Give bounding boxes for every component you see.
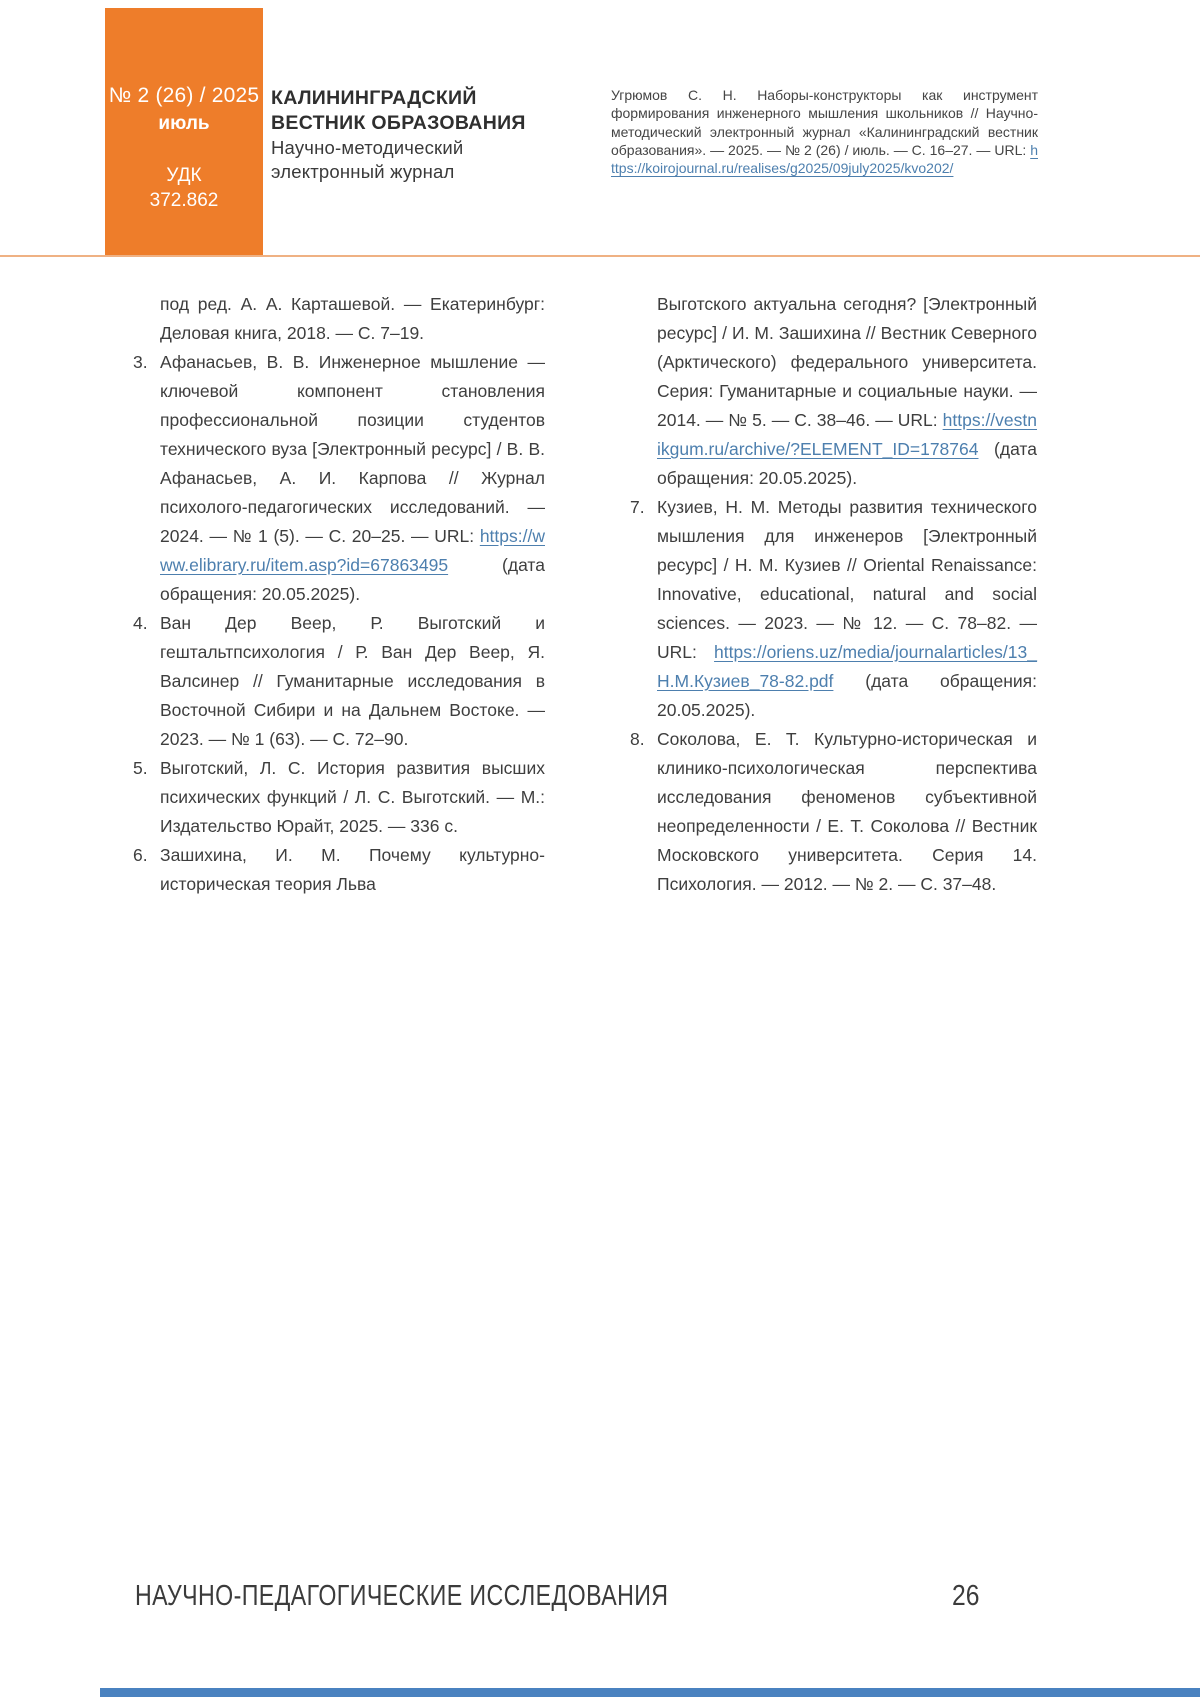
reference-item [630,725,1037,899]
section-title: НАУЧНО-ПЕДАГОГИЧЕСКИЕ ИССЛЕДОВАНИЯ [135,1580,669,1612]
reference-text: (дата обращения: 20.05.2025). [160,555,545,604]
reference-text: (дата обращения: 20.05.2025). [657,439,1037,488]
footer-bar [100,1688,1200,1697]
reference-number: 6. [133,845,148,865]
issue-badge [105,8,263,256]
udk-label: УДК [166,165,202,186]
reference-item [133,290,545,348]
reference-item [133,754,545,841]
journal-title-line2: ВЕСТНИК ОБРАЗОВАНИЯ [271,112,526,134]
reference-item [133,348,545,609]
references-right-column [630,290,1037,899]
reference-item [630,493,1037,725]
reference-number: 5. [133,758,148,778]
reference-text: (дата обращения: 20.05.2025). [657,671,1037,720]
reference-text: Соколова, Е. Т. Культурно-историческая и клинико-психологическая перспектива исследования феноменов субъективной неопределенности / Е. Т. Соколова // Вестник Московского университета. Серия 14. Психология. — 2012. — № 2. — С. 37–48. [657,729,1037,894]
journal-subtitle-line1: Научно-методический [271,137,464,158]
issue-number: № 2 (26) / 2025 [108,84,260,107]
reference-number: 3. [133,352,148,372]
reference-text: Афанасьев, В. В. Инженерное мышление — ключевой компонент становления профессиональной позиции студентов технического вуза [Электронный ресурс] / В. В. Афанасьев, А. И. Карпова // Журнал психолого-педагогических исследований. — 2024. — № 1 (5). — С. 20–25. — URL: [160,352,545,546]
reference-number: 8. [630,729,645,749]
reference-text: Выготского актуальна сегодня? [Электронный ресурс] / И. М. Зашихина // Вестник Северного (Арктического) федерального университета. Серия: Гуманитарные и социальные науки. — 2014. — № 5. — С. 38–46. — URL: [657,294,1037,430]
reference-number: 7. [630,497,645,517]
header-divider [0,255,1200,257]
reference-text: Угрюмов С. Н. Наборы-конструкторы как инструмент формирования инженерного мышления школьников // Научно-методический электронный журнал «Калининградский вестник образования». — 2025. — № 2 (26) / июль. — С. 16–27. — URL: [611,87,1038,158]
reference-item [630,290,1037,493]
reference-text: Кузиев, Н. М. Методы развития технического мышления для инженеров [Электронный ресурс] / Н. М. Кузиев // Oriental Renaissance: Innovative, educational, natural and social sciences. — 2023. — № 12. — С. 78–82. — URL: [657,497,1037,662]
journal-title-block [271,86,526,184]
reference-text: Выготский, Л. С. История развития высших психических функций / Л. С. Выготский. — М.: Издательство Юрайт, 2025. — 336 с. [160,758,545,836]
reference-item [133,841,545,899]
references-left-column [133,290,545,899]
reference-url-link[interactable]: https://vestnikgum.ru/archive/?ELEMENT_ID=178764 [657,410,1037,459]
reference-url-link[interactable]: https://www.elibrary.ru/item.asp?id=67863495 [160,526,545,575]
reference-text: Ван Дер Веер, Р. Выготский и гештальтпсихология / Р. Ван Дер Веер, Я. Валсинер // Гуманитарные исследования в Восточной Сибири и на Дальнем Востоке. — 2023. — № 1 (63). — С. 72–90. [160,613,545,749]
issue-month: июль [158,113,210,134]
reference-url-link[interactable]: https://koirojournal.ru/realises/g2025/09july2025/kvo202/ [611,141,1038,177]
reference-url-link[interactable]: https://oriens.uz/media/journalarticles/13_Н.М.Кузиев_78-82.pdf [657,642,1037,691]
reference-number: 4. [133,613,148,633]
journal-title-line1: КАЛИНИНГРАДСКИЙ [271,87,477,109]
page-number: 26 [952,1580,980,1612]
journal-subtitle-line2: электронный журнал [271,161,455,182]
reference-item [133,609,545,754]
reference-text: Зашихина, И. М. Почему культурно-историческая теория Льва [160,845,545,894]
article-citation [611,86,1038,177]
udk-number: 372.862 [149,190,219,211]
reference-text: под ред. А. А. Карташевой. — Екатеринбург: Деловая книга, 2018. — С. 7–19. [160,294,545,343]
